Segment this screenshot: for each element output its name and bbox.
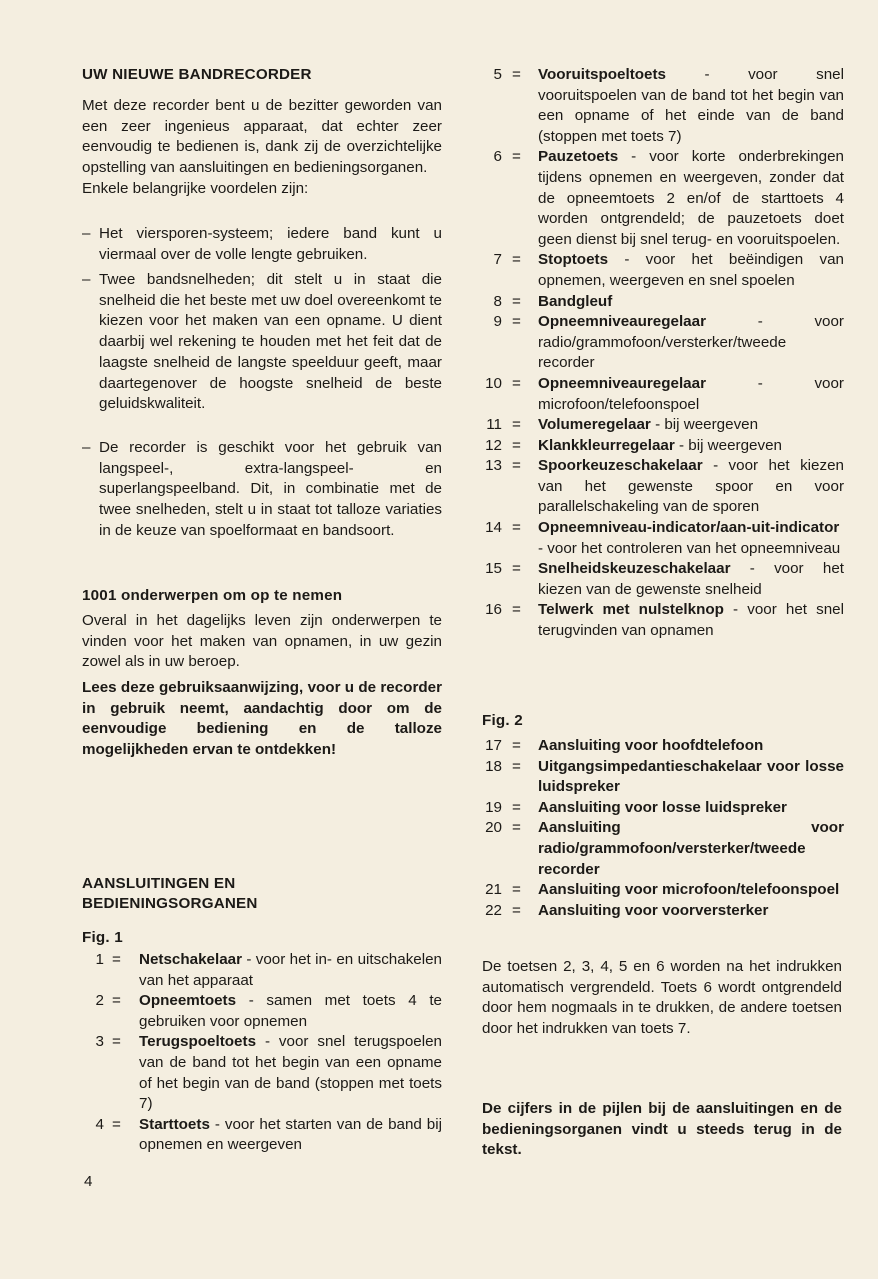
item-body xyxy=(538,456,844,518)
item-name: Telwerk met nulstelknop xyxy=(538,601,724,619)
item-name: Bandgleuf xyxy=(538,292,613,310)
control-item xyxy=(482,818,844,880)
equals-sign: = xyxy=(512,251,521,269)
item-description: - voor het starten van de band bij opnemen en weergeven xyxy=(139,1115,442,1154)
equals-sign: = xyxy=(512,881,521,899)
topics-paragraph: Overal in het dagelijks leven zijn onderwerpen te vinden voor het maken van opnamen, in uw gezin zowel als in uw beroep. xyxy=(82,612,442,671)
item-number: 7 xyxy=(493,251,502,269)
control-item xyxy=(482,374,844,415)
item-description: - voor het kiezen van het gewenste spoor en voor parallelschakeling van de sporen xyxy=(538,457,844,516)
control-item xyxy=(482,292,844,313)
item-number: 5 xyxy=(493,66,502,83)
intro-title: UW NIEUWE BANDRECORDER xyxy=(82,66,312,83)
item-text: Aansluiting voor voorversterker xyxy=(538,901,769,919)
control-item xyxy=(482,147,844,250)
item-number: 14 xyxy=(485,519,502,537)
equals-sign: = xyxy=(512,148,521,166)
equals-sign: = xyxy=(512,757,521,775)
fig1-list-part1 xyxy=(82,950,442,1156)
control-item xyxy=(482,901,844,922)
item-body xyxy=(139,1032,442,1114)
equals-sign: = xyxy=(112,1115,121,1133)
item-description: - voor microfoon/telefoonspoel xyxy=(538,374,844,413)
item-name: Klankkleurregelaar xyxy=(538,436,675,454)
item-name: Opneemniveauregelaar xyxy=(538,313,706,331)
controls-heading-line2: BEDIENINGSORGANEN xyxy=(82,895,258,912)
control-item xyxy=(482,798,844,819)
item-number: 4 xyxy=(95,1115,104,1133)
item-body xyxy=(538,518,844,559)
item-body xyxy=(139,991,442,1032)
equals-sign: = xyxy=(512,66,521,83)
item-description: - voor het in- en uitschakelen van het apparaat xyxy=(139,951,442,989)
item-body xyxy=(538,374,844,415)
topics-bold-paragraph: Lees deze gebruiksaanwijzing, voor u de recorder in gebruik neemt, aandachtig door om de eenvoudige bediening en de talloze mogelijkheden ervan te ontdekken! xyxy=(82,679,442,759)
equals-sign: = xyxy=(512,313,521,331)
item-body xyxy=(538,415,844,436)
item-description: - voor radio/grammofoon/versterker/tweede recorder xyxy=(538,313,844,372)
item-body xyxy=(538,250,844,291)
equals-sign: = xyxy=(512,457,521,475)
item-number: 19 xyxy=(485,798,502,816)
equals-sign: = xyxy=(512,560,521,578)
item-description: - voor snel terugspoelen van de band tot het begin van een opname of het begin van de band (stoppen met toets 7) xyxy=(139,1033,442,1113)
item-description: - bij weergeven xyxy=(650,416,759,434)
item-text: Aansluiting voor microfoon/telefoonspoel xyxy=(538,881,840,899)
item-body xyxy=(538,312,844,374)
control-item xyxy=(82,950,442,991)
equals-sign: = xyxy=(512,519,521,537)
control-item xyxy=(482,456,844,518)
item-name: Starttoets xyxy=(139,1115,210,1133)
control-item xyxy=(482,436,844,457)
equals-sign: = xyxy=(512,416,521,434)
item-description: - voor het snel terugvinden van opnamen xyxy=(538,601,844,640)
advantages-lead: Enkele belangrijke voordelen zijn: xyxy=(82,179,309,197)
item-body xyxy=(538,559,844,600)
item-name: Netschakelaar xyxy=(139,951,243,968)
item-number: 18 xyxy=(485,757,502,775)
bullet-item: – De recorder is geschikt voor het gebruik van langspeel-, extra-langspeel- en superlangspeelband. Dit, in combinatie met de twee snelheden, stelt u in staat tot talloze variaties in de keuze van spoelformaat en bandsoort. xyxy=(82,439,442,539)
item-description: - voor het controleren van het opneemniveau xyxy=(538,539,841,557)
page-number: 4 xyxy=(84,1173,93,1190)
fig2-label: Fig. 2 xyxy=(482,712,523,729)
bullet-item: – Twee bandsnelheden; dit stelt u in staat die snelheid die het beste met uw doel overeenkomt te kiezen voor het maken van een opname. U dient daarbij wel rekening te houden met het feit dat de laagste snelheid de langste speelduur geeft, maar daartegenover de hoogste snelheid de beste geluidskwaliteit. xyxy=(82,271,442,413)
control-item xyxy=(482,312,844,374)
fig2-list xyxy=(482,736,844,921)
control-item xyxy=(482,736,844,757)
item-number: 10 xyxy=(485,374,502,392)
control-item xyxy=(82,991,442,1032)
equals-sign: = xyxy=(112,951,121,968)
topics-heading: 1001 onderwerpen om op te nemen xyxy=(82,587,343,604)
item-text: Aansluiting voor hoofdtelefoon xyxy=(538,737,764,754)
equals-sign: = xyxy=(512,901,521,919)
item-body xyxy=(538,292,844,313)
equals-sign: = xyxy=(512,436,521,454)
item-name: Pauzetoets xyxy=(538,148,619,166)
item-name: Snelheidskeuzeschakelaar xyxy=(538,560,731,578)
item-description: - voor snel vooruitspoelen van de band tot het begin van een opname of het einde van de band (stoppen met toets 7) xyxy=(538,66,844,145)
item-number: 22 xyxy=(485,901,502,919)
control-item xyxy=(482,250,844,291)
item-number: 21 xyxy=(485,881,502,899)
item-description: - bij weergeven xyxy=(674,436,782,454)
item-text: Uitgangsimpedantieschakelaar voor losse luidspreker xyxy=(538,757,844,796)
item-description: - samen met toets 4 te gebruiken voor opnemen xyxy=(139,992,442,1030)
equals-sign: = xyxy=(512,601,521,619)
item-description: - voor het kiezen van de gewenste snelheid xyxy=(538,560,844,598)
item-number: 15 xyxy=(485,560,502,578)
item-text: Aansluiting voor radio/grammofoon/versterker/tweede recorder xyxy=(538,819,844,878)
item-number: 6 xyxy=(493,148,502,166)
fig1-list-part2 xyxy=(482,65,844,642)
control-item xyxy=(482,880,844,901)
equals-sign: = xyxy=(512,737,521,754)
item-number: 3 xyxy=(95,1033,104,1051)
control-item xyxy=(82,1115,442,1156)
item-number: 9 xyxy=(493,313,502,331)
item-name: Opneemniveauregelaar xyxy=(538,374,706,392)
item-body xyxy=(538,600,844,641)
bullet-item: – Het viersporen-systeem; iedere band kunt u viermaal over de volle lengte gebruiken. xyxy=(82,225,442,263)
lock-note: De toetsen 2, 3, 4, 5 en 6 worden na het indrukken automatisch vergrendeld. Toets 6 wordt ontgrendeld door hem nogmaals in te drukken, de andere toetsen door het indrukken van toets 7. xyxy=(482,958,842,1038)
control-item xyxy=(482,600,844,641)
equals-sign: = xyxy=(112,992,121,1010)
item-body xyxy=(538,436,844,457)
control-item xyxy=(482,559,844,600)
controls-heading-line1: AANSLUITINGEN EN xyxy=(82,875,236,892)
item-name: Vooruitspoeltoets xyxy=(538,66,666,83)
control-item xyxy=(482,65,844,147)
item-number: 16 xyxy=(485,601,502,619)
equals-sign: = xyxy=(112,1033,121,1051)
control-item xyxy=(482,415,844,436)
item-name: Terugspoeltoets xyxy=(139,1033,257,1051)
intro-paragraph: Met deze recorder bent u de bezitter geworden van een zeer ingenieus apparaat, dat echter zeer eenvoudig te bedienen is, dank zij de overzichtelijke opstelling van aansluitingen en bedieningsorganen. Enkele belangrijke voordelen zijn: xyxy=(82,97,442,197)
item-name: Opneemtoets xyxy=(139,992,237,1010)
control-item xyxy=(482,757,844,798)
item-name: Stoptoets xyxy=(538,251,609,269)
control-item xyxy=(482,518,844,559)
item-name: Spoorkeuzeschakelaar xyxy=(538,457,703,475)
item-number: 12 xyxy=(485,436,502,454)
item-text: Aansluiting voor losse luidspreker xyxy=(538,798,787,816)
item-description: - voor korte onderbrekingen tijdens opnemen en weergeven, zonder dat de opneemtoets 2 en/of de starttoets 4 worden ontgrendeld; de pauzetoets doet geen dienst bij snel terug- en vooruitspoelen. xyxy=(538,148,844,248)
item-number: 11 xyxy=(486,416,502,434)
equals-sign: = xyxy=(512,819,521,837)
equals-sign: = xyxy=(512,798,521,816)
item-description: - voor het beëindigen van opnemen, weergeven en snel spoelen xyxy=(538,251,844,289)
arrow-note: De cijfers in de pijlen bij de aansluitingen en de bedieningsorganen vindt u steeds terug in de tekst. xyxy=(482,1100,842,1159)
control-item xyxy=(82,1032,442,1114)
item-name: Volumeregelaar xyxy=(538,416,651,434)
item-body xyxy=(139,1115,442,1156)
item-number: 1 xyxy=(95,951,104,968)
item-name: Opneemniveau-indicator/aan-uit-indicator xyxy=(538,519,840,537)
item-number: 13 xyxy=(485,457,502,475)
item-body xyxy=(538,65,844,147)
equals-sign: = xyxy=(512,374,521,392)
item-number: 2 xyxy=(95,992,104,1010)
item-body xyxy=(139,950,442,991)
equals-sign: = xyxy=(512,292,521,310)
fig1-label: Fig. 1 xyxy=(82,929,123,946)
item-body xyxy=(538,147,844,250)
item-number: 8 xyxy=(493,292,502,310)
item-number: 17 xyxy=(485,737,502,754)
item-number: 20 xyxy=(485,819,502,837)
